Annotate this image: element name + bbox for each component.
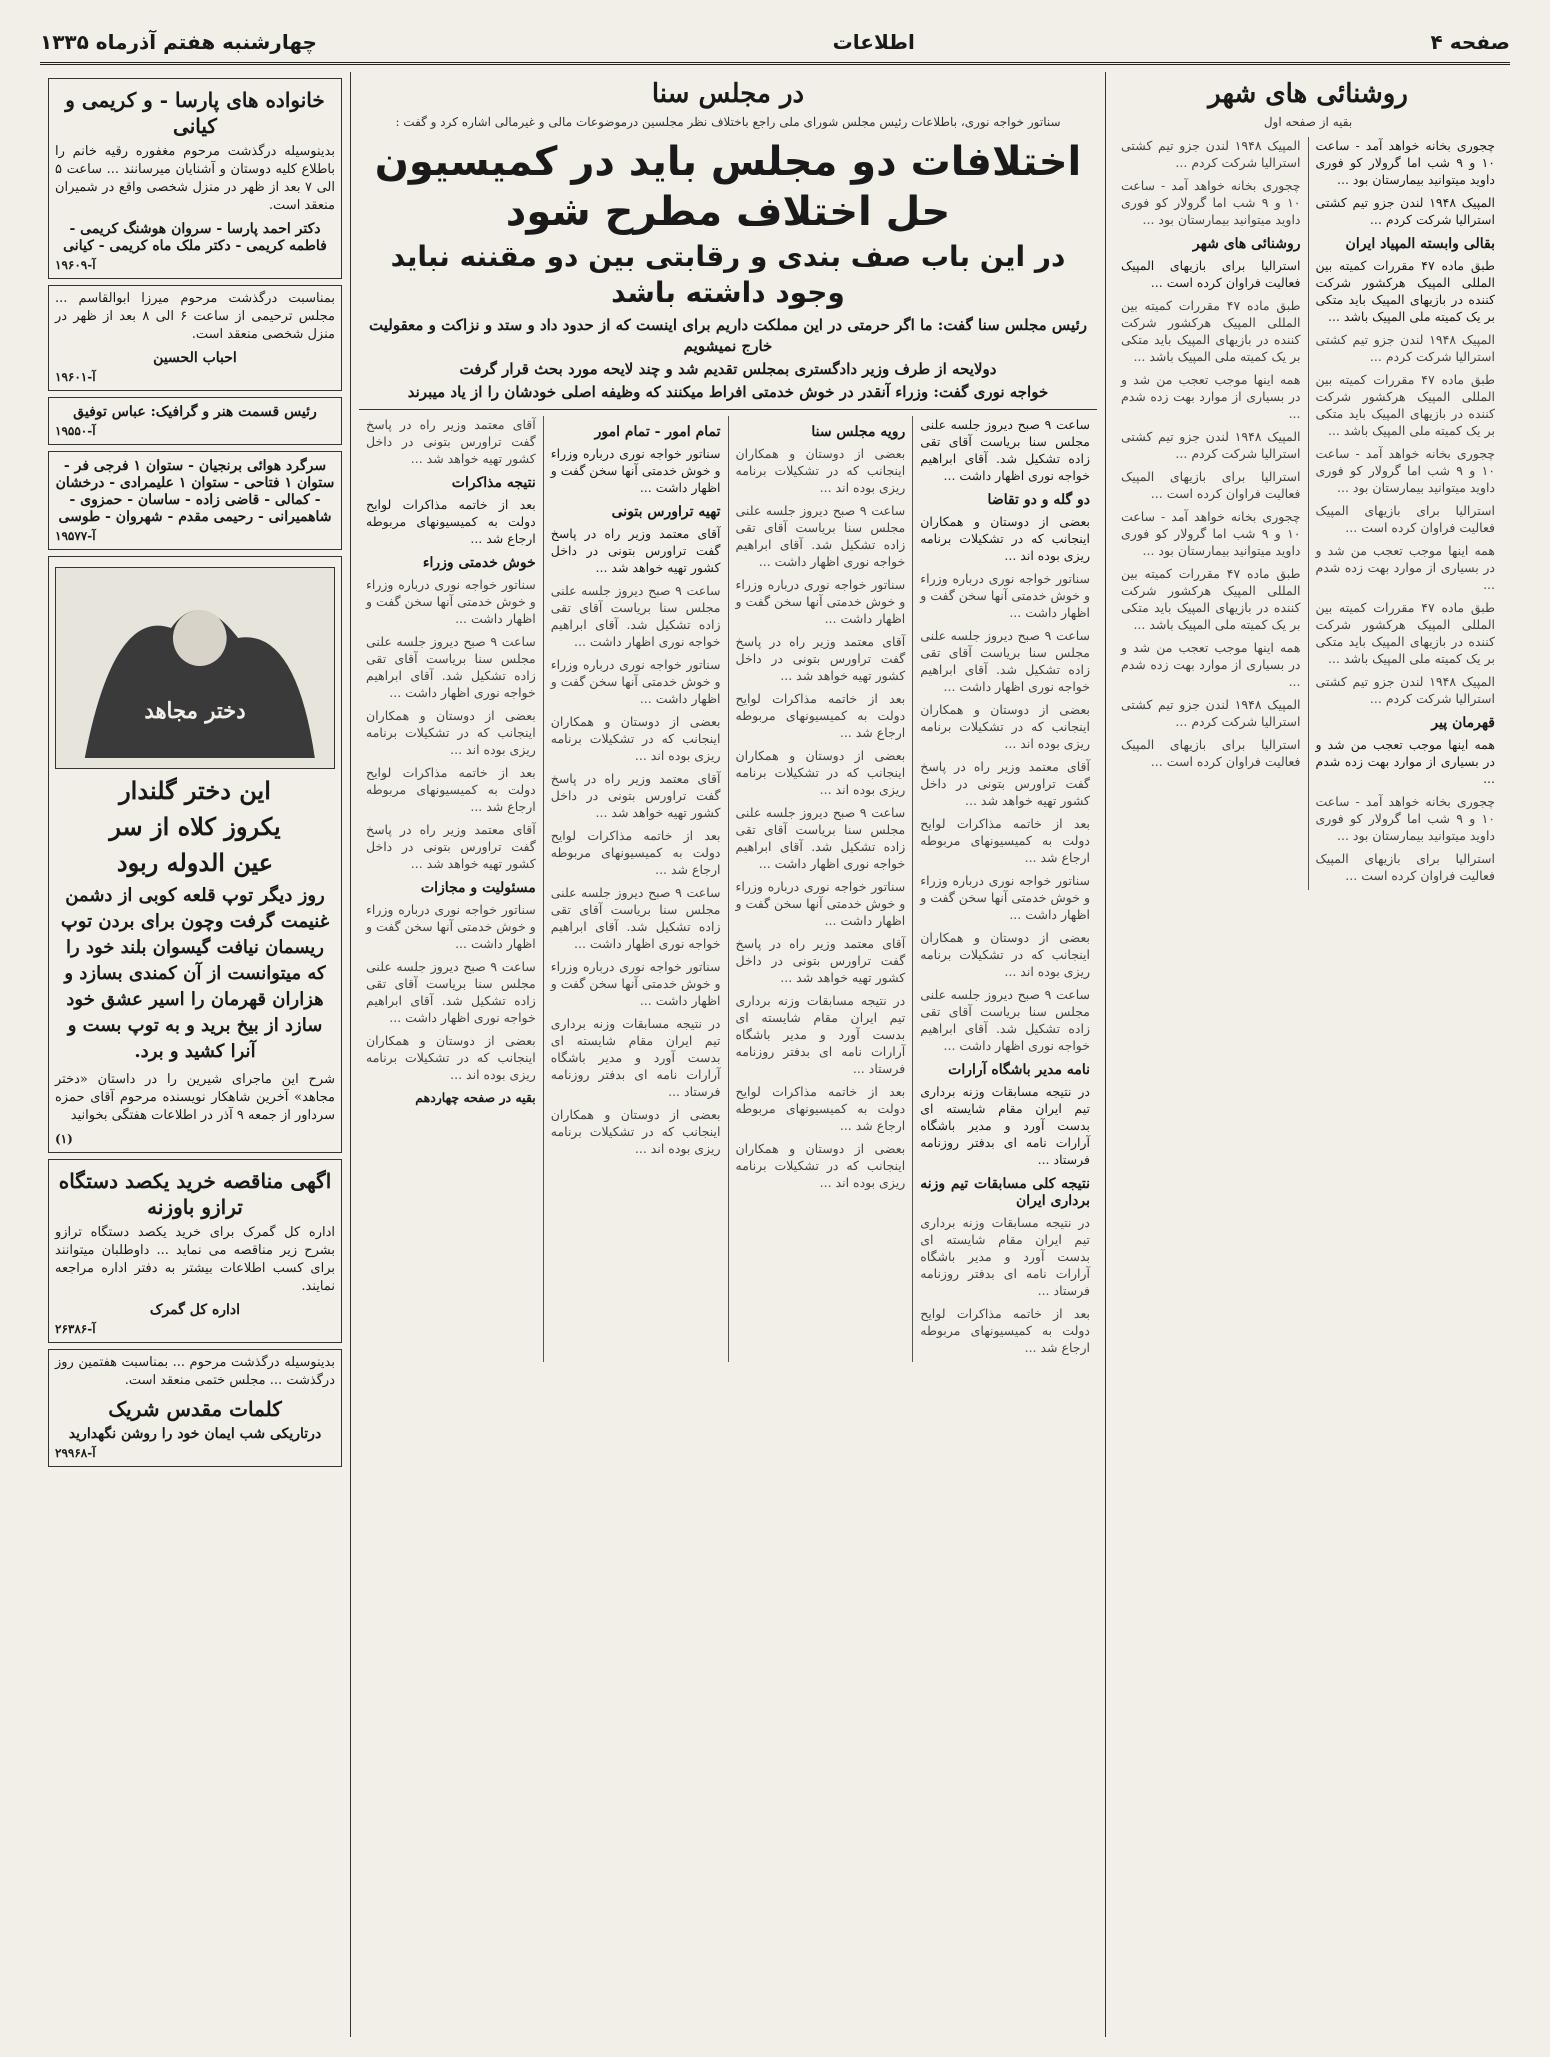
center-filler-38: سناتور خواجه نوری درباره وزراء و خوش خدمتی آنها سخن گفت و اظهار داشت ... (366, 902, 536, 951)
center-body-2: بعضی از دوستان و همکاران اینجانب که در تشکیلات برنامه ریزی بوده اند ... (920, 514, 1090, 563)
notice-hossein-code: آ-۱۹۶۰۱ (55, 370, 96, 384)
notice-parsa-sign: دکتر احمد پارسا - سروان هوشنگ کریمی - فاطمه کریمی - دکتر ملک ماه کریمی - کیانی (63, 221, 327, 254)
ad-line-3: عین الدوله ربود (116, 848, 274, 877)
center-filler-23: ساعت ۹ صبح دیروز جلسه علنی مجلس سنا بریاست آقای تقی زاده تشکیل شد. آقای ابراهیم خواجه نوری اظهار داشت ... (550, 583, 721, 649)
right-subcol-1 (1308, 137, 1503, 890)
center-filler-22: بعضی از دوستان و همکاران اینجانب که در تشکیلات برنامه ریزی بوده اند ... (735, 1141, 906, 1190)
right-subcols (1114, 137, 1502, 890)
columns (40, 72, 1510, 2037)
center-rule (359, 409, 1097, 410)
ad-illustration (55, 567, 335, 769)
center-filler-34: ساعت ۹ صبح دیروز جلسه علنی مجلس سنا بریاست آقای تقی زاده تشکیل شد. آقای ابراهیم خواجه نوری اظهار داشت ... (366, 634, 536, 700)
center-subcol-3 (543, 416, 728, 1362)
center-subcol-1 (912, 416, 1097, 1362)
headline-deck-4: خواجه نوری گفت: وزراء آنقدر در خوش خدمتی افراط میکنند که وظیفه اصلی خودشان را از یاد میبرند (407, 383, 1049, 401)
center-sub-e: نتیجه مذاکرات (451, 475, 536, 491)
center-filler-16: بعضی از دوستان و همکاران اینجانب که در تشکیلات برنامه ریزی بوده اند ... (735, 748, 906, 797)
center-filler-25: بعضی از دوستان و همکاران اینجانب که در تشکیلات برنامه ریزی بوده اند ... (550, 714, 721, 763)
right-filler-8: چجوری بخانه خواهد آمد - ساعت ۱۰ و ۹ شب اما گرولار کو فوری داوید میتوانید بیمارستان بود ... (1315, 794, 1495, 843)
tender-notice (48, 1159, 342, 1343)
right-filler-5: همه اینها موجب تعجب من شد و در بسیاری از موارد بهت زده شدم ... (1315, 543, 1495, 592)
center-column (350, 72, 1105, 2037)
bottom-sub: درتاریکی شب ایمان خود را روشن نگهدارید (68, 1426, 322, 1442)
center-sub-f: خوش خدمتی وزراء (422, 555, 536, 571)
ad-line-1: این دختر گلندار (119, 776, 271, 805)
center-body-5: بعد از خاتمه مذاکرات لوایح دولت به کمیسیونهای مربوطه ارجاع شد ... (366, 497, 536, 546)
center-sub-i: نتیجه کلی مسابقات تیم وزنه برداری ایران (920, 1176, 1090, 1209)
right-h-champion: قهرمان پیر (1431, 715, 1495, 731)
page-number: صفحه ۴ (1430, 30, 1510, 54)
right-filler-1: المپیک ۱۹۴۸ لندن جزو تیم کشتی استرالیا شرکت کردم ... (1315, 332, 1495, 364)
notice-tofigh (48, 397, 342, 445)
center-filler-37: آقای معتمد وزیر راه در پاسخ گفت تراورس بتونی در داخل کشور تهیه خواهد شد ... (366, 822, 536, 871)
center-body-3: سناتور خواجه نوری درباره وزراء و خوش خدمتی آنها سخن گفت و اظهار داشت ... (550, 446, 721, 495)
center-filler-17: ساعت ۹ صبح دیروز جلسه علنی مجلس سنا بریاست آقای تقی زاده تشکیل شد. آقای ابراهیم خواجه نوری اظهار داشت ... (735, 805, 906, 871)
center-filler-36: بعد از خاتمه مذاکرات لوایح دولت به کمیسیونهای مربوطه ارجاع شد ... (366, 765, 536, 814)
notice-parsa-code: آ-۱۹۶۰۹ (55, 258, 96, 272)
right-filler-11: چجوری بخانه خواهد آمد - ساعت ۱۰ و ۹ شب اما گرولار کو فوری داوید میتوانید بیمارستان بود ... (1121, 178, 1301, 227)
right-column (1105, 72, 1510, 2037)
center-filler-11: بعضی از دوستان و همکاران اینجانب که در تشکیلات برنامه ریزی بوده اند ... (735, 446, 906, 495)
bottom-body: بدینوسیله درگذشت مرحوم ... بمناسبت هفتمین روز درگذشت ... مجلس ختمی منعقد است. (55, 1355, 335, 1388)
bottom-title: کلمات مقدس شریک (108, 1397, 282, 1421)
center-sub-a: دو گله و دو تقاضا (987, 492, 1090, 508)
right-filler-17: طبق ماده ۴۷ مقررات کمیته بین المللی المپیک هرکشور شرکت کننده در بازیهای المپیک باید متکی بر یک کمیته ملی المپیک باشد ... (1121, 566, 1301, 632)
center-filler-6: سناتور خواجه نوری درباره وزراء و خوش خدمتی آنها سخن گفت و اظهار داشت ... (920, 873, 1090, 922)
right-filler-13: همه اینها موجب تعجب من شد و در بسیاری از موارد بهت زده شدم ... (1121, 372, 1301, 421)
right-p5: همه اینها موجب تعجب من شد و در بسیاری از موارد بهت زده شدم ... (1315, 737, 1495, 786)
ad-body: روز دیگر توپ قلعه کوبی از دشمن غنیمت گرفت وچون برای بردن توپ ریسمان نیافت گیسوان بلند خود را که میتوانست از آن کمندی بسازد و هزاران قهرمان را اسیر عشق خود سازد از بیخ برید و به توپ بست و آنرا کشید و برد. (60, 885, 330, 1062)
issue-date: چهارشنبه هفتم آذرماه ۱۳۳۵ (40, 30, 317, 54)
right-h-olympics: بقالی وابسته المپیاد ایران (1345, 236, 1495, 252)
paper-name: اطلاعات (832, 30, 915, 54)
right-filler-6: طبق ماده ۴۷ مقررات کمیته بین المللی المپیک هرکشور شرکت کننده در بازیهای المپیک باید متکی بر یک کمیته ملی المپیک باشد ... (1315, 600, 1495, 666)
notice-officers-title: سرگرد هوائی برنجیان - ستوان ۱ فرجی فر - ستوان ۱ فتاحی - ستوان ۱ علیمرادی - درخشان - کمالی - قاضی زاده - ساسان - حمزوی - شاهمیرانی - رحیمی مقدم - شهروان - طوسی (55, 458, 335, 525)
center-filler-2: ساعت ۹ صبح دیروز جلسه علنی مجلس سنا بریاست آقای تقی زاده تشکیل شد. آقای ابراهیم خواجه نوری اظهار داشت ... (920, 628, 1090, 694)
center-filler-20: در نتیجه مسابقات وزنه برداری تیم ایران مقام شایسته ای بدست آورد و مدیر باشگاه آرارات نامه ای بدفتر روزنامه فرستاد ... (735, 993, 906, 1076)
notice-parsa (48, 78, 342, 279)
center-sub-c: تمام امور - تمام امور (594, 424, 721, 440)
right-filler-19: المپیک ۱۹۴۸ لندن جزو تیم کشتی استرالیا شرکت کردم ... (1121, 697, 1301, 729)
right-sub: بقیه از صفحه اول (1263, 115, 1353, 129)
center-filler-1: سناتور خواجه نوری درباره وزراء و خوش خدمتی آنها سخن گفت و اظهار داشت ... (920, 571, 1090, 620)
right-title: روشنائی های شهر (1208, 79, 1408, 109)
ad-illustration-svg (56, 568, 334, 768)
ad-number: (۱) (55, 1132, 73, 1146)
center-filler-35: بعضی از دوستان و همکاران اینجانب که در تشکیلات برنامه ریزی بوده اند ... (366, 708, 536, 757)
right-filler-16: چجوری بخانه خواهد آمد - ساعت ۱۰ و ۹ شب اما گرولار کو فوری داوید میتوانید بیمارستان بود ... (1121, 509, 1301, 558)
notice-officers-code: آ-۱۹۵۷۷ (55, 529, 96, 543)
center-filler-9: در نتیجه مسابقات وزنه برداری تیم ایران مقام شایسته ای بدست آورد و مدیر باشگاه آرارات نامه ای بدفتر روزنامه فرستاد ... (920, 1215, 1090, 1298)
right-filler-9: استرالیا برای بازیهای المپیک فعالیت فراوان کرده است ... (1315, 851, 1495, 883)
center-filler-3: بعضی از دوستان و همکاران اینجانب که در تشکیلات برنامه ریزی بوده اند ... (920, 702, 1090, 751)
right-filler-14: المپیک ۱۹۴۸ لندن جزو تیم کشتی استرالیا شرکت کردم ... (1121, 429, 1301, 461)
right-filler-12: طبق ماده ۴۷ مقررات کمیته بین المللی المپیک هرکشور شرکت کننده در بازیهای المپیک باید متکی بر یک کمیته ملی المپیک باشد ... (1121, 298, 1301, 364)
right-p3: طبق ماده ۴۷ مقررات کمیته بین المللی المپیک هرکشور شرکت کننده در بازیهای المپیک باید متکی بر یک کمیته ملی المپیک باشد ... (1315, 258, 1495, 324)
tender-title: اگهی مناقصه خرید یکصد دستگاه ترازو باوزنه (58, 1169, 332, 1219)
notice-hossein-sign: احباب الحسین (153, 350, 237, 366)
right-p1: چجوری بخانه خواهد آمد - ساعت ۱۰ و ۹ شب اما گرولار کو فوری داوید میتوانید بیمارستان بود ... (1315, 138, 1495, 187)
center-body-1: ساعت ۹ صبح دیروز جلسه علنی مجلس سنا بریاست آقای تقی زاده تشکیل شد. آقای ابراهیم خواجه نوری اظهار داشت ... (920, 417, 1090, 483)
ad-dokhtar-mojahed (48, 556, 342, 1153)
notice-tofigh-sign: رئیس قسمت هنر و گرافیک: عباس توفیق (73, 404, 317, 420)
notice-parsa-title: خانواده های پارسا - و کریمی و کیانی (65, 88, 325, 138)
right-subcol-2 (1114, 137, 1308, 890)
center-filler-39: ساعت ۹ صبح دیروز جلسه علنی مجلس سنا بریاست آقای تقی زاده تشکیل شد. آقای ابراهیم خواجه نوری اظهار داشت ... (366, 959, 536, 1025)
center-filler-32: آقای معتمد وزیر راه در پاسخ گفت تراورس بتونی در داخل کشور تهیه خواهد شد ... (366, 417, 536, 466)
bottom-notice (48, 1349, 342, 1467)
center-filler-24: سناتور خواجه نوری درباره وزراء و خوش خدمتی آنها سخن گفت و اظهار داشت ... (550, 657, 721, 706)
center-filler-4: آقای معتمد وزیر راه در پاسخ گفت تراورس بتونی در داخل کشور تهیه خواهد شد ... (920, 759, 1090, 808)
masthead (40, 28, 1510, 65)
center-filler-26: آقای معتمد وزیر راه در پاسخ گفت تراورس بتونی در داخل کشور تهیه خواهد شد ... (550, 771, 721, 820)
notice-parsa-body: بدینوسیله درگذشت مرحوم مغفوره رقیه خانم را باطلاع کلیه دوستان و آشنایان میرسانند ... ساعت ۵ الی ۷ بعد از ظهر در منزل شخصی واقع در شمیران منعقد است. (55, 144, 335, 213)
center-sub-g: مسئولیت و مجازات (420, 880, 536, 896)
right-filler-18: همه اینها موجب تعجب من شد و در بسیاری از موارد بهت زده شدم ... (1121, 640, 1301, 689)
center-filler-12: ساعت ۹ صبح دیروز جلسه علنی مجلس سنا بریاست آقای تقی زاده تشکیل شد. آقای ابراهیم خواجه نوری اظهار داشت ... (735, 503, 906, 569)
headline-deck-1: در این باب صف بندی و رقابتی بین دو مقننه نباید وجود داشته باشد (390, 240, 1066, 309)
center-sub-d: تهیه تراورس بتونی (611, 504, 721, 520)
right-filler-7: المپیک ۱۹۴۸ لندن جزو تیم کشتی استرالیا شرکت کردم ... (1315, 674, 1495, 706)
center-body-6: در نتیجه مسابقات وزنه برداری تیم ایران مقام شایسته ای بدست آورد و مدیر باشگاه آرارات نامه ای بدفتر روزنامه فرستاد ... (920, 1084, 1090, 1167)
center-filler-19: آقای معتمد وزیر راه در پاسخ گفت تراورس بتونی در داخل کشور تهیه خواهد شد ... (735, 936, 906, 985)
ad-line-2: یکروز کلاه از سر (109, 812, 281, 841)
right-p4: استرالیا برای بازیهای المپیک فعالیت فراوان کرده است ... (1121, 258, 1301, 290)
notice-hossein (48, 285, 342, 391)
center-intro: سناتور خواجه نوری، باطلاعات رئیس مجلس شورای ملی راجع باختلاف نظر مجلسین درموضوعات مالی و غیرمالی اشاره کرد و گفت : (395, 115, 1061, 129)
ad-logo-text: دختر مجاهد (144, 698, 246, 725)
right-p2: المپیک ۱۹۴۸ لندن جزو تیم کشتی استرالیا شرکت کردم ... (1315, 195, 1495, 227)
center-filler-30: در نتیجه مسابقات وزنه برداری تیم ایران مقام شایسته ای بدست آورد و مدیر باشگاه آرارات نامه ای بدفتر روزنامه فرستاد ... (550, 1016, 721, 1099)
center-body-4: آقای معتمد وزیر راه در پاسخ گفت تراورس بتونی در داخل کشور تهیه خواهد شد ... (550, 526, 721, 575)
right-filler-10: المپیک ۱۹۴۸ لندن جزو تیم کشتی استرالیا شرکت کردم ... (1121, 138, 1301, 170)
right-h-city: روشنائی های شهر (1192, 236, 1301, 252)
right-filler-15: استرالیا برای بازیهای المپیک فعالیت فراوان کرده است ... (1121, 469, 1301, 501)
left-column (40, 72, 350, 2037)
center-filler-7: بعضی از دوستان و همکاران اینجانب که در تشکیلات برنامه ریزی بوده اند ... (920, 930, 1090, 979)
notice-officers (48, 451, 342, 550)
center-filler-28: ساعت ۹ صبح دیروز جلسه علنی مجلس سنا بریاست آقای تقی زاده تشکیل شد. آقای ابراهیم خواجه نوری اظهار داشت ... (550, 885, 721, 951)
center-filler-8: ساعت ۹ صبح دیروز جلسه علنی مجلس سنا بریاست آقای تقی زاده تشکیل شد. آقای ابراهیم خواجه نوری اظهار داشت ... (920, 987, 1090, 1053)
center-subcol-4 (359, 416, 543, 1362)
headline-deck-2: رئیس مجلس سنا گفت: ما اگر حرمتی در این مملکت داریم برای اینست که از حدود داد و ستد و نزاکت و معقولیت خارج نمیشویم (369, 316, 1087, 355)
center-filler-31: بعضی از دوستان و همکاران اینجانب که در تشکیلات برنامه ریزی بوده اند ... (550, 1107, 721, 1156)
center-filler-14: آقای معتمد وزیر راه در پاسخ گفت تراورس بتونی در داخل کشور تهیه خواهد شد ... (735, 634, 906, 683)
center-filler-18: سناتور خواجه نوری درباره وزراء و خوش خدمتی آنها سخن گفت و اظهار داشت ... (735, 879, 906, 928)
right-filler-2: طبق ماده ۴۷ مقررات کمیته بین المللی المپیک هرکشور شرکت کننده در بازیهای المپیک باید متکی بر یک کمیته ملی المپیک باشد ... (1315, 372, 1495, 438)
bottom-code: آ-۲۹۹۶۸ (55, 1446, 96, 1460)
center-sub-b: رویه مجلس سنا (811, 424, 906, 440)
center-filler-13: سناتور خواجه نوری درباره وزراء و خوش خدمتی آنها سخن گفت و اظهار داشت ... (735, 577, 906, 626)
notice-tofigh-code: آ-۱۹۵۵۰ (55, 424, 96, 438)
center-filler-33: سناتور خواجه نوری درباره وزراء و خوش خدمتی آنها سخن گفت و اظهار داشت ... (366, 577, 536, 626)
center-filler-27: بعد از خاتمه مذاکرات لوایح دولت به کمیسیونهای مربوطه ارجاع شد ... (550, 828, 721, 877)
center-filler-29: سناتور خواجه نوری درباره وزراء و خوش خدمتی آنها سخن گفت و اظهار داشت ... (550, 959, 721, 1008)
tender-code: آ-۲۶۳۸۶ (55, 1322, 96, 1336)
headline-deck-3: دولایحه از طرف وزیر دادگستری بمجلس تقدیم شد و چند لایحه مورد بحث قرار گرفت (459, 360, 997, 378)
center-subcols (359, 416, 1097, 1362)
center-continued: بقیه در صفحه چهاردهم (415, 1090, 536, 1105)
tender-sign: اداره کل گمرک (149, 1302, 241, 1318)
center-subcol-2 (728, 416, 913, 1362)
right-filler-20: استرالیا برای بازیهای المپیک فعالیت فراوان کرده است ... (1121, 737, 1301, 769)
center-filler-40: بعضی از دوستان و همکاران اینجانب که در تشکیلات برنامه ریزی بوده اند ... (366, 1033, 536, 1082)
center-filler-21: بعد از خاتمه مذاکرات لوایح دولت به کمیسیونهای مربوطه ارجاع شد ... (735, 1084, 906, 1133)
right-filler-4: استرالیا برای بازیهای المپیک فعالیت فراوان کرده است ... (1315, 503, 1495, 535)
center-filler-10: بعد از خاتمه مذاکرات لوایح دولت به کمیسیونهای مربوطه ارجاع شد ... (920, 1306, 1090, 1355)
center-filler-5: بعد از خاتمه مذاکرات لوایح دولت به کمیسیونهای مربوطه ارجاع شد ... (920, 816, 1090, 865)
center-filler-15: بعد از خاتمه مذاکرات لوایح دولت به کمیسیونهای مربوطه ارجاع شد ... (735, 691, 906, 740)
notice-hossein-body: بمناسبت درگذشت مرحوم میرزا ابوالقاسم ... مجلس ترحیمی از ساعت ۶ الی ۸ بعد از ظهر در منزل شخصی منعقد است. (55, 291, 335, 342)
main-headline: اختلافات دو مجلس باید در کمیسیون حل اختلاف مطرح شود (374, 139, 1082, 235)
right-filler-3: چجوری بخانه خواهد آمد - ساعت ۱۰ و ۹ شب اما گرولار کو فوری داوید میتوانید بیمارستان بود ... (1315, 446, 1495, 495)
ad-note: شرح این ماجرای شیرین را در داستان «دختر مجاهد» آخرین شاهکار نویسنده مرحوم آقای حمزه سرداور از جمعه ۹ آذر در اطلاعات هفتگی بخوانید (55, 1072, 335, 1123)
tender-body: اداره کل گمرک برای خرید یکصد دستگاه ترازو بشرح زیر مناقصه می نماید ... داوطلبان میتوانند برای کسب اطلاعات بیشتر به دفتر اداره مراجعه نمایند. (55, 1225, 335, 1294)
center-section-title: در مجلس سنا (651, 79, 805, 109)
center-sub-h: نامه مدیر باشگاه آرارات (948, 1062, 1090, 1078)
